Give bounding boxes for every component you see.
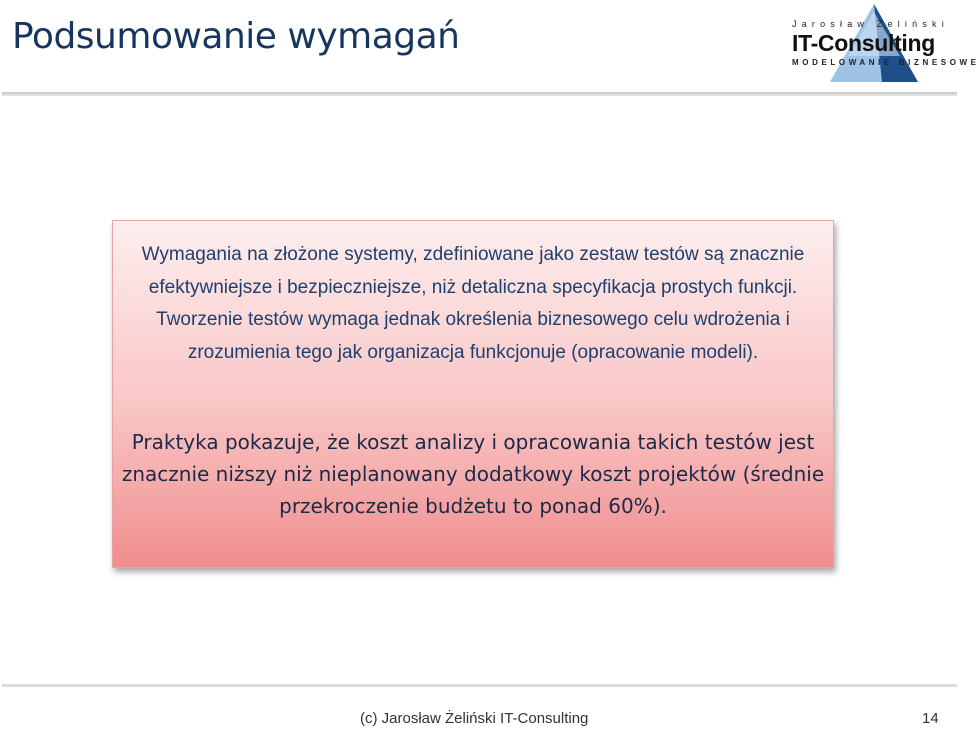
logo-author-name: Jarosław Żeliński — [792, 19, 949, 29]
page-number: 14 — [922, 710, 939, 727]
logo-tagline: MODELOWANIE BIZNESOWE — [792, 58, 980, 67]
header-divider — [2, 92, 957, 96]
company-logo — [790, 4, 980, 82]
footer-divider — [2, 684, 957, 687]
logo-brand: IT-Consulting — [792, 30, 936, 56]
footer-copyright: (c) Jarosław Żeliński IT-Consulting — [360, 710, 589, 727]
summary-paragraph-1: Wymagania na złożone systemy, zdefiniowane jako zestaw testów są znacznie efektywniejsze i bezpieczniejsze, niż detaliczna specyfikacja prostych funkcji. Tworzenie testów wymaga jednak określenia biznesowego celu wdrożenia i zrozumienia tego jak organizacja funkcjonuje (opracowanie modeli). — [141, 244, 805, 363]
summary-box — [112, 220, 834, 568]
slide-title: Podsumowanie wymagań — [12, 16, 460, 57]
summary-paragraph-2: Praktyka pokazuje, że koszt analizy i opracowania takich testów jest znacznie niższy niż nieplanowany dodatkowy koszt projektów (średnie przekroczenie budżetu to ponad 60%). — [121, 430, 825, 518]
